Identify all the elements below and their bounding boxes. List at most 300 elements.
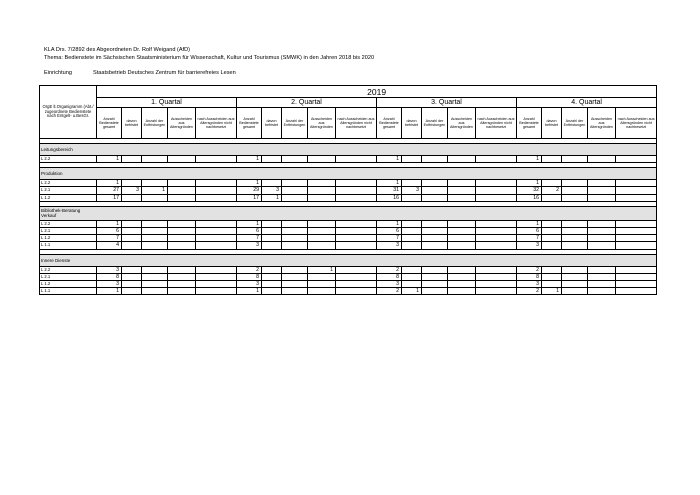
value-cell (476, 228, 517, 235)
value-cell (616, 180, 657, 187)
table-row (40, 273, 657, 280)
value-cell (282, 281, 308, 288)
column-header: Anzahl Bedienstete gesamt (377, 108, 402, 139)
value-cell (476, 187, 517, 194)
group-fill (97, 168, 657, 180)
value-cell (308, 235, 336, 242)
value-cell (448, 288, 476, 295)
pay-grade-label: L 1.2 (40, 235, 97, 242)
value-cell (588, 180, 616, 187)
pay-grade-label: L 2.1 (40, 273, 97, 280)
value-cell (282, 180, 308, 187)
value-cell: 2 (542, 187, 562, 194)
value-cell (616, 266, 657, 273)
value-cell (562, 180, 588, 187)
pay-grade-label: L 2.1 (40, 187, 97, 194)
value-cell: 8 (97, 273, 122, 280)
value-cell: 3 (377, 281, 402, 288)
value-cell (122, 235, 142, 242)
value-cell (122, 288, 142, 295)
value-cell (402, 180, 422, 187)
value-cell (542, 220, 562, 227)
value-cell (476, 288, 517, 295)
value-cell (142, 180, 168, 187)
subheader-row (40, 108, 657, 139)
value-cell: 32 (517, 187, 542, 194)
value-cell (616, 220, 657, 227)
value-cell: 1 (97, 156, 122, 163)
group-label: Leitungsbereich (40, 144, 97, 156)
value-cell: 1 (97, 288, 122, 295)
value-cell (476, 220, 517, 227)
value-cell (122, 220, 142, 227)
value-cell (282, 242, 308, 249)
value-cell (422, 281, 448, 288)
value-cell (476, 194, 517, 201)
value-cell (196, 235, 237, 242)
value-cell (308, 281, 336, 288)
value-cell: 1 (142, 187, 168, 194)
value-cell (588, 266, 616, 273)
einrichtung-value: Staatsbetrieb Deutsches Zentrum für barrierefreies Lesen (93, 70, 236, 76)
value-cell (542, 266, 562, 273)
column-header: davon befristet (262, 108, 282, 139)
value-cell (122, 228, 142, 235)
value-cell (262, 220, 282, 227)
value-cell (336, 281, 377, 288)
value-cell (282, 288, 308, 295)
value-cell (262, 288, 282, 295)
value-cell (562, 242, 588, 249)
value-cell: 7 (377, 235, 402, 242)
value-cell (562, 281, 588, 288)
document-topic: Thema: Bedienstete im Sächsischen Staatsministerium für Wissenschaft, Kultur und Tourismus (SMWK) in den Jahren 2018 bis 2020 (44, 55, 375, 61)
value-cell (142, 242, 168, 249)
value-cell (402, 242, 422, 249)
value-cell (168, 194, 196, 201)
value-cell (196, 180, 237, 187)
value-cell: 1 (377, 180, 402, 187)
value-cell (308, 220, 336, 227)
column-header: Anzahl der Entfristungen (562, 108, 588, 139)
value-cell: 1 (97, 180, 122, 187)
column-header: Anzahl der Entfristungen (422, 108, 448, 139)
value-cell (196, 242, 237, 249)
value-cell (142, 266, 168, 273)
quarter-header: 1. Quartal (97, 98, 237, 108)
value-cell (616, 228, 657, 235)
table-row (40, 235, 657, 242)
value-cell: 6 (237, 228, 262, 235)
value-cell (542, 156, 562, 163)
value-cell (168, 235, 196, 242)
value-cell: 3 (237, 242, 262, 249)
value-cell (122, 281, 142, 288)
value-cell (142, 194, 168, 201)
value-cell (476, 242, 517, 249)
value-cell: 7 (97, 235, 122, 242)
column-header: nach Ausscheiden aus Altersgründen nicht nachbesetzt (336, 108, 377, 139)
value-cell (196, 273, 237, 280)
value-cell (542, 242, 562, 249)
value-cell: 29 (237, 187, 262, 194)
table-row (40, 228, 657, 235)
value-cell (282, 273, 308, 280)
value-cell (422, 235, 448, 242)
group-label: Produktion (40, 168, 97, 180)
value-cell (122, 156, 142, 163)
pay-grade-label: L 1.2 (40, 194, 97, 201)
value-cell (142, 220, 168, 227)
value-cell (168, 288, 196, 295)
value-cell (402, 235, 422, 242)
value-cell: 1 (377, 156, 402, 163)
value-cell (616, 242, 657, 249)
pay-grade-label: L 2.2 (40, 266, 97, 273)
group-fill (97, 254, 657, 266)
value-cell: 3 (517, 281, 542, 288)
value-cell (308, 187, 336, 194)
value-cell (402, 194, 422, 201)
value-cell (476, 281, 517, 288)
value-cell: 17 (97, 194, 122, 201)
column-header: nach Ausscheiden aus Altersgründen nicht nachbesetzt (196, 108, 237, 139)
value-cell (448, 235, 476, 242)
value-cell: 17 (237, 194, 262, 201)
value-cell (196, 220, 237, 227)
value-cell: 8 (377, 273, 402, 280)
value-cell (476, 235, 517, 242)
value-cell (616, 288, 657, 295)
value-cell: 1 (402, 288, 422, 295)
table-body (40, 139, 657, 295)
quarter-header: 4. Quartal (517, 98, 657, 108)
value-cell (402, 156, 422, 163)
value-cell (142, 228, 168, 235)
value-cell (262, 281, 282, 288)
value-cell (448, 273, 476, 280)
value-cell (336, 228, 377, 235)
value-cell (422, 156, 448, 163)
value-cell (562, 228, 588, 235)
value-cell (448, 194, 476, 201)
value-cell (588, 235, 616, 242)
value-cell (422, 288, 448, 295)
value-cell (422, 180, 448, 187)
value-cell (168, 273, 196, 280)
value-cell (422, 228, 448, 235)
year-header: 2019 (97, 86, 657, 98)
value-cell (448, 242, 476, 249)
column-header: Ausscheiden aus Altersgründen (448, 108, 476, 139)
value-cell: 1 (517, 220, 542, 227)
value-cell (168, 242, 196, 249)
value-cell (476, 180, 517, 187)
pay-grade-label: L 1.1 (40, 288, 97, 295)
value-cell (588, 187, 616, 194)
value-cell (616, 273, 657, 280)
value-cell (142, 235, 168, 242)
value-cell (402, 281, 422, 288)
value-cell (422, 187, 448, 194)
table-row (40, 281, 657, 288)
value-cell: 3 (97, 281, 122, 288)
value-cell (308, 273, 336, 280)
value-cell (542, 281, 562, 288)
group-row (40, 206, 657, 220)
pay-grade-label: L 2.1 (40, 228, 97, 235)
value-cell (448, 156, 476, 163)
value-cell (142, 156, 168, 163)
value-cell (542, 235, 562, 242)
value-cell (402, 220, 422, 227)
value-cell (542, 180, 562, 187)
value-cell (422, 273, 448, 280)
value-cell (616, 156, 657, 163)
value-cell: 1 (97, 220, 122, 227)
value-cell: 2 (517, 288, 542, 295)
value-cell: 1 (517, 156, 542, 163)
value-cell: 1 (237, 288, 262, 295)
value-cell (562, 273, 588, 280)
value-cell (402, 273, 422, 280)
value-cell (262, 156, 282, 163)
value-cell (588, 288, 616, 295)
value-cell (308, 180, 336, 187)
value-cell (196, 156, 237, 163)
value-cell (542, 228, 562, 235)
pay-grade-label: L 1.2 (40, 281, 97, 288)
group-label: Innere Dienste (40, 254, 97, 266)
value-cell (336, 288, 377, 295)
value-cell: 1 (542, 288, 562, 295)
value-cell: 1 (308, 266, 336, 273)
group-fill (97, 206, 657, 220)
value-cell: 8 (237, 273, 262, 280)
value-cell (262, 266, 282, 273)
column-header: davon befristet (122, 108, 142, 139)
column-header: Ausscheiden aus Altersgründen (168, 108, 196, 139)
value-cell (336, 156, 377, 163)
pay-grade-label: L 2.2 (40, 180, 97, 187)
value-cell (476, 273, 517, 280)
value-cell (262, 273, 282, 280)
value-cell: 3 (517, 242, 542, 249)
value-cell: 2 (237, 266, 262, 273)
group-fill (97, 144, 657, 156)
value-cell (196, 266, 237, 273)
column-header: Ausscheiden aus Altersgründen (308, 108, 336, 139)
einrichtung-label: Einrichtung (44, 70, 72, 76)
value-cell (562, 194, 588, 201)
column-header: nach Ausscheiden aus Altersgründen nicht nachbesetzt (616, 108, 657, 139)
value-cell (588, 220, 616, 227)
value-cell (562, 235, 588, 242)
value-cell (588, 228, 616, 235)
value-cell (168, 266, 196, 273)
value-cell (262, 235, 282, 242)
group-label: Bibliothek-Beratung Verkauf (40, 206, 97, 220)
pay-grade-label: L 1.1 (40, 242, 97, 249)
value-cell (282, 228, 308, 235)
column-header: Anzahl Bedienstete gesamt (237, 108, 262, 139)
value-cell (262, 180, 282, 187)
column-header: Anzahl Bedienstete gesamt (517, 108, 542, 139)
table-row (40, 156, 657, 163)
table-row (40, 180, 657, 187)
column-header: nach Ausscheiden aus Altersgründen nicht nachbesetzt (476, 108, 517, 139)
staff-table (39, 85, 657, 295)
value-cell (588, 194, 616, 201)
table-row (40, 266, 657, 273)
value-cell: 3 (262, 187, 282, 194)
value-cell (122, 266, 142, 273)
value-cell (588, 273, 616, 280)
value-cell (542, 273, 562, 280)
value-cell (422, 194, 448, 201)
value-cell (262, 228, 282, 235)
value-cell (336, 273, 377, 280)
value-cell (168, 228, 196, 235)
value-cell: 6 (97, 228, 122, 235)
value-cell: 1 (237, 220, 262, 227)
value-cell (142, 281, 168, 288)
value-cell (476, 156, 517, 163)
value-cell: 7 (237, 235, 262, 242)
pay-grade-label: L 2.2 (40, 156, 97, 163)
value-cell: 1 (377, 220, 402, 227)
pay-grade-label: L 2.2 (40, 220, 97, 227)
column-header: Anzahl der Entfristungen (142, 108, 168, 139)
value-cell (308, 288, 336, 295)
value-cell: 1 (237, 180, 262, 187)
value-cell: 2 (517, 266, 542, 273)
value-cell (336, 235, 377, 242)
value-cell: 4 (97, 242, 122, 249)
value-cell (168, 180, 196, 187)
value-cell (448, 187, 476, 194)
value-cell: 16 (517, 194, 542, 201)
value-cell: 7 (517, 235, 542, 242)
value-cell (336, 242, 377, 249)
value-cell (308, 242, 336, 249)
column-header: davon befristet (542, 108, 562, 139)
value-cell (336, 220, 377, 227)
value-cell (588, 156, 616, 163)
value-cell (308, 194, 336, 201)
value-cell: 2 (377, 266, 402, 273)
table-row (40, 220, 657, 227)
value-cell: 6 (377, 228, 402, 235)
value-cell (562, 288, 588, 295)
quarter-header: 2. Quartal (237, 98, 377, 108)
value-cell: 1 (517, 180, 542, 187)
value-cell (422, 266, 448, 273)
value-cell (168, 281, 196, 288)
value-cell (336, 187, 377, 194)
value-cell (422, 242, 448, 249)
value-cell (196, 288, 237, 295)
value-cell: 3 (237, 281, 262, 288)
value-cell (196, 187, 237, 194)
value-cell (616, 187, 657, 194)
value-cell (562, 187, 588, 194)
value-cell (422, 220, 448, 227)
group-row (40, 254, 657, 266)
value-cell (196, 281, 237, 288)
value-cell (308, 228, 336, 235)
value-cell: 6 (517, 228, 542, 235)
value-cell (196, 194, 237, 201)
table-row (40, 187, 657, 194)
column-header: Anzahl der Entfristungen (282, 108, 308, 139)
value-cell (448, 220, 476, 227)
value-cell (562, 156, 588, 163)
value-cell (308, 156, 336, 163)
value-cell (336, 194, 377, 201)
value-cell (616, 194, 657, 201)
value-cell (282, 194, 308, 201)
value-cell (282, 220, 308, 227)
value-cell (448, 266, 476, 273)
group-row (40, 144, 657, 156)
value-cell (262, 242, 282, 249)
value-cell (476, 266, 517, 273)
value-cell (168, 156, 196, 163)
value-cell: 3 (402, 187, 422, 194)
value-cell: 1 (237, 156, 262, 163)
column-header: Ausscheiden aus Altersgründen (588, 108, 616, 139)
value-cell (196, 228, 237, 235)
value-cell (336, 180, 377, 187)
value-cell (448, 180, 476, 187)
quarter-header: 3. Quartal (377, 98, 517, 108)
value-cell: 3 (97, 266, 122, 273)
table-row (40, 288, 657, 295)
value-cell: 31 (377, 187, 402, 194)
value-cell (616, 281, 657, 288)
org-header: OrgE lt.Organigramm (Abt./ zugeordnete Bedienstete nach Entgelt- u.BesGr. (40, 86, 97, 139)
value-cell (336, 266, 377, 273)
value-cell (448, 228, 476, 235)
value-cell: 27 (97, 187, 122, 194)
value-cell: 1 (262, 194, 282, 201)
value-cell (282, 187, 308, 194)
value-cell (616, 235, 657, 242)
value-cell: 2 (377, 288, 402, 295)
value-cell (562, 266, 588, 273)
column-header: davon befristet (402, 108, 422, 139)
value-cell (142, 273, 168, 280)
value-cell (122, 242, 142, 249)
value-cell: 3 (122, 187, 142, 194)
value-cell (282, 156, 308, 163)
table-row (40, 242, 657, 249)
value-cell (448, 281, 476, 288)
value-cell (588, 242, 616, 249)
value-cell (122, 180, 142, 187)
value-cell (142, 288, 168, 295)
value-cell: 8 (517, 273, 542, 280)
value-cell (402, 266, 422, 273)
group-row (40, 168, 657, 180)
value-cell (282, 266, 308, 273)
document-reference: KLA Drs. 7/2892 des Abgeordneten Dr. Rolf Weigand (AfD) (44, 47, 191, 53)
value-cell (542, 194, 562, 201)
value-cell (402, 228, 422, 235)
value-cell (282, 235, 308, 242)
value-cell (168, 220, 196, 227)
